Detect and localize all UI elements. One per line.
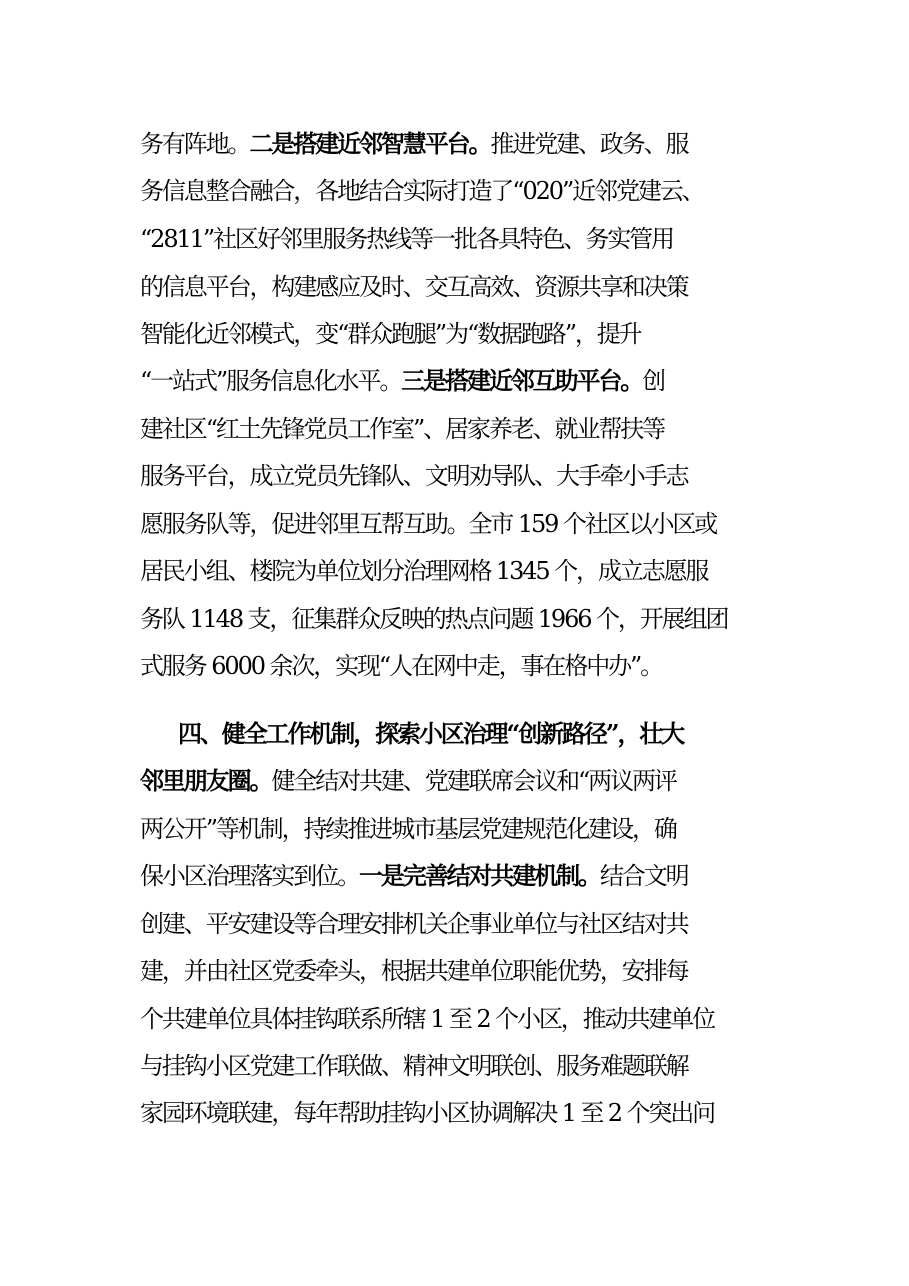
text-span: “一站式”服务信息化水平。: [140, 367, 402, 395]
text-line: [140, 956, 909, 986]
text-span: 式服务 6000 余次，实现“人在网中走，事在格中办”。: [140, 652, 663, 680]
text-line: [140, 461, 909, 491]
text-line: [140, 1051, 909, 1081]
text-span: 务有阵地。: [140, 130, 250, 158]
text-line: [140, 861, 909, 891]
text-span: 务队 1148 支，征集群众反映的热点问题 1966 个，开展组团: [140, 605, 728, 633]
text-span: 健全结对共建、党建联席会议和“两议两评: [271, 767, 676, 795]
text-span: 保小区治理落实到位。: [140, 862, 359, 890]
text-line: [140, 272, 909, 302]
text-span: 家园环境联建，每年帮助挂钩小区协调解决 1 至 2 个突出问: [140, 1099, 715, 1127]
text-span: 与挂钩小区党建工作联做、精神文明联创、服务难题联解: [140, 1052, 688, 1080]
text-line: [140, 814, 909, 844]
text-span: 建，并由社区党委牵头，根据共建单位职能优势，安排每: [140, 957, 688, 985]
bold-text-span: 三是搭建近邻互助平台。: [401, 366, 643, 395]
text-span: 推进党建、政务、服: [490, 130, 688, 158]
text-line: [140, 224, 909, 254]
text-line: [140, 556, 909, 586]
text-span: 居民小组、楼院为单位划分治理网格 1345 个，成立志愿服: [140, 557, 708, 585]
text-span: 结合文明: [599, 862, 688, 890]
text-line: [140, 1098, 909, 1128]
text-line: [140, 909, 909, 939]
text-line: [140, 766, 909, 796]
text-line: [140, 366, 909, 396]
text-span: 务信息整合融合，各地结合实际打造了“020”近邻党建云、: [140, 177, 704, 205]
text-span: 创建、平安建设等合理安排机关企事业单位与社区结对共: [140, 910, 688, 938]
bold-text-span: 一是完善结对共建机制。: [359, 861, 600, 890]
text-span: 建社区“红土先锋党员工作室”、居家养老、就业帮扶等: [140, 415, 665, 443]
text-line: [140, 604, 909, 634]
text-span: 个共建单位具体挂钩联系所辖 1 至 2 个小区，推动共建单位: [140, 1005, 715, 1033]
text-span: 创: [642, 367, 665, 395]
text-line: [140, 176, 909, 206]
text-span: 服务平台，成立党员先锋队、文明劝导队、大手牵小手志: [140, 462, 688, 490]
text-span: 两公开”等机制，持续推进城市基层党建规范化建设，确: [140, 815, 676, 843]
text-line: [140, 651, 909, 681]
text-span: 愿服务队等，促进邻里互帮互助。全市 159 个社区以小区或: [140, 510, 717, 538]
text-line: [140, 509, 909, 539]
text-line: [140, 1004, 909, 1034]
bold-text-span: 四、健全工作机制，探索小区治理“创新路径”，壮大: [178, 719, 684, 748]
text-span: 智能化近邻模式，变“群众跑腿”为“数据跑路”，提升: [140, 320, 641, 348]
text-span: “2811”社区好邻里服务热线等一批各具特色、务实管用: [140, 225, 673, 253]
text-line: [140, 129, 909, 159]
text-line: [140, 319, 909, 349]
text-span: 的信息平台，构建感应及时、交互高效、资源共享和决策: [140, 273, 688, 301]
bold-text-span: 邻里朋友圈。: [140, 766, 272, 795]
bold-text-span: 二是搭建近邻智慧平台。: [249, 129, 491, 158]
text-line: [178, 719, 909, 749]
text-line: [140, 414, 909, 444]
